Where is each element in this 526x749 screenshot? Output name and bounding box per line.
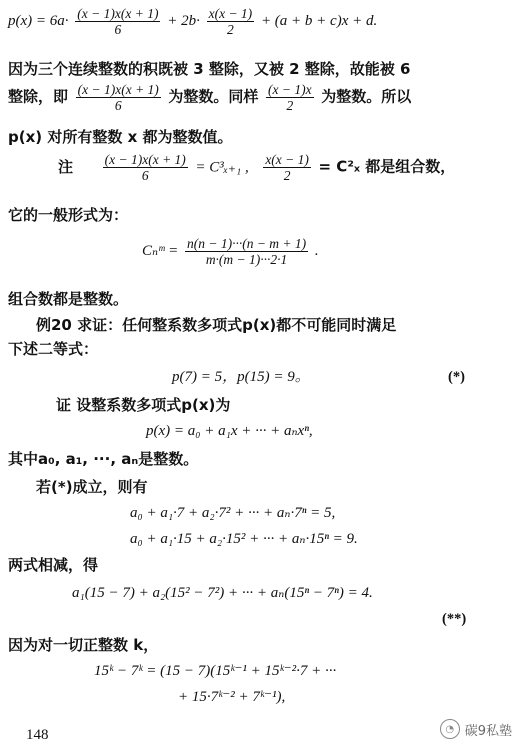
paragraph-line: 若(*)成立，则有	[36, 478, 148, 496]
fraction-denominator: m·(m − 1)···2·1	[205, 252, 288, 268]
proof-heading: 证 设整系数多项式p(x)为	[56, 396, 231, 414]
paragraph-line: 其中a₀, a₁, ···, aₙ是整数。	[8, 450, 199, 468]
eq-part: Cₙᵐ =	[142, 243, 179, 260]
fraction	[263, 152, 311, 183]
wechat-icon: ◔	[440, 719, 460, 739]
combination-formula	[142, 236, 319, 267]
paragraph-line: 两式相减，得	[8, 556, 99, 574]
fraction	[266, 82, 314, 113]
equation-difference: a₁(15 − 7) + a₂(15² − 7²) + ··· + aₙ(15ⁿ − 7ⁿ) = 4.	[72, 585, 373, 601]
equation-at-7: a₀ + a₁·7 + a₂·7² + ··· + aₙ·7ⁿ = 5,	[130, 505, 336, 521]
fraction	[185, 236, 308, 267]
fraction-denominator: 2	[227, 22, 234, 38]
equation-tag: (**)	[442, 611, 467, 627]
equation-polynomial: p(x) = a₀ + a₁x + ··· + aₙxⁿ,	[146, 423, 313, 439]
fraction-numerator: n(n − 1)···(n − m + 1)	[186, 236, 307, 251]
watermark-text: 碳9私塾	[464, 723, 512, 739]
paragraph-line: p(x) 对所有整数 x 都为整数值。	[8, 128, 233, 146]
paragraph-line: 因为对一切正整数 k，	[8, 636, 159, 654]
fraction	[207, 6, 255, 37]
watermark	[440, 719, 512, 739]
fraction-numerator: (x − 1)x(x + 1)	[77, 82, 159, 97]
fraction	[103, 152, 188, 183]
eq-part: p(x) = 6a·	[8, 13, 69, 30]
fraction-numerator: (x − 1)x	[268, 82, 312, 97]
fraction-numerator: (x − 1)x(x + 1)	[104, 152, 186, 167]
equation-power-difference: 15ᵏ − 7ᵏ = (15 − 7)(15ᵏ⁻¹ + 15ᵏ⁻²·7 + ···	[94, 663, 337, 679]
text-run: 整除，即	[8, 87, 69, 106]
paragraph-line	[8, 82, 411, 113]
eq-part: = C³ₓ₊₁ ,	[195, 159, 249, 176]
note-label: 注	[58, 157, 74, 176]
paragraph-line: 它的一般形式为：	[8, 206, 129, 224]
example-heading: 例20 求证：任何整系数多项式p(x)都不可能同时满足	[36, 316, 397, 334]
eq-part: + (a + b + c)x + d.	[260, 13, 378, 30]
fraction-denominator: 6	[114, 22, 122, 38]
equation-tag: (*)	[448, 369, 465, 385]
text-run: = C²ₓ 都是组合数，	[318, 157, 456, 176]
fraction-numerator: x(x − 1)	[265, 152, 309, 167]
fraction-numerator: x(x − 1)	[208, 6, 253, 21]
text-run: 为整数。所以	[321, 87, 412, 106]
equation-p-of-x-expanded	[8, 6, 377, 37]
fraction-denominator: 2	[283, 168, 291, 184]
fraction	[75, 6, 160, 37]
paragraph-line: 下述二等式：	[8, 340, 99, 358]
paragraph-line: 因为三个连续整数的积既被 3 整除，又被 2 整除，故能被 6	[8, 60, 411, 78]
equation-conditions: p(7) = 5，p(15) = 9。	[172, 369, 310, 385]
page-number: 148	[26, 727, 49, 743]
note-line	[8, 152, 455, 183]
eq-part: .	[314, 243, 319, 260]
fraction-denominator: 6	[141, 168, 149, 184]
text-run: 为整数。同样	[168, 87, 259, 106]
fraction-denominator: 6	[114, 98, 122, 114]
fraction-denominator: 2	[286, 98, 294, 114]
fraction	[76, 82, 161, 113]
eq-part: + 2b·	[167, 13, 200, 30]
equation-power-difference-cont: + 15·7ᵏ⁻² + 7ᵏ⁻¹),	[178, 689, 286, 705]
fraction-numerator: (x − 1)x(x + 1)	[77, 6, 159, 21]
equation-at-15: a₀ + a₁·15 + a₂·15² + ··· + aₙ·15ⁿ = 9.	[130, 531, 358, 547]
paragraph-line: 组合数都是整数。	[8, 290, 129, 308]
